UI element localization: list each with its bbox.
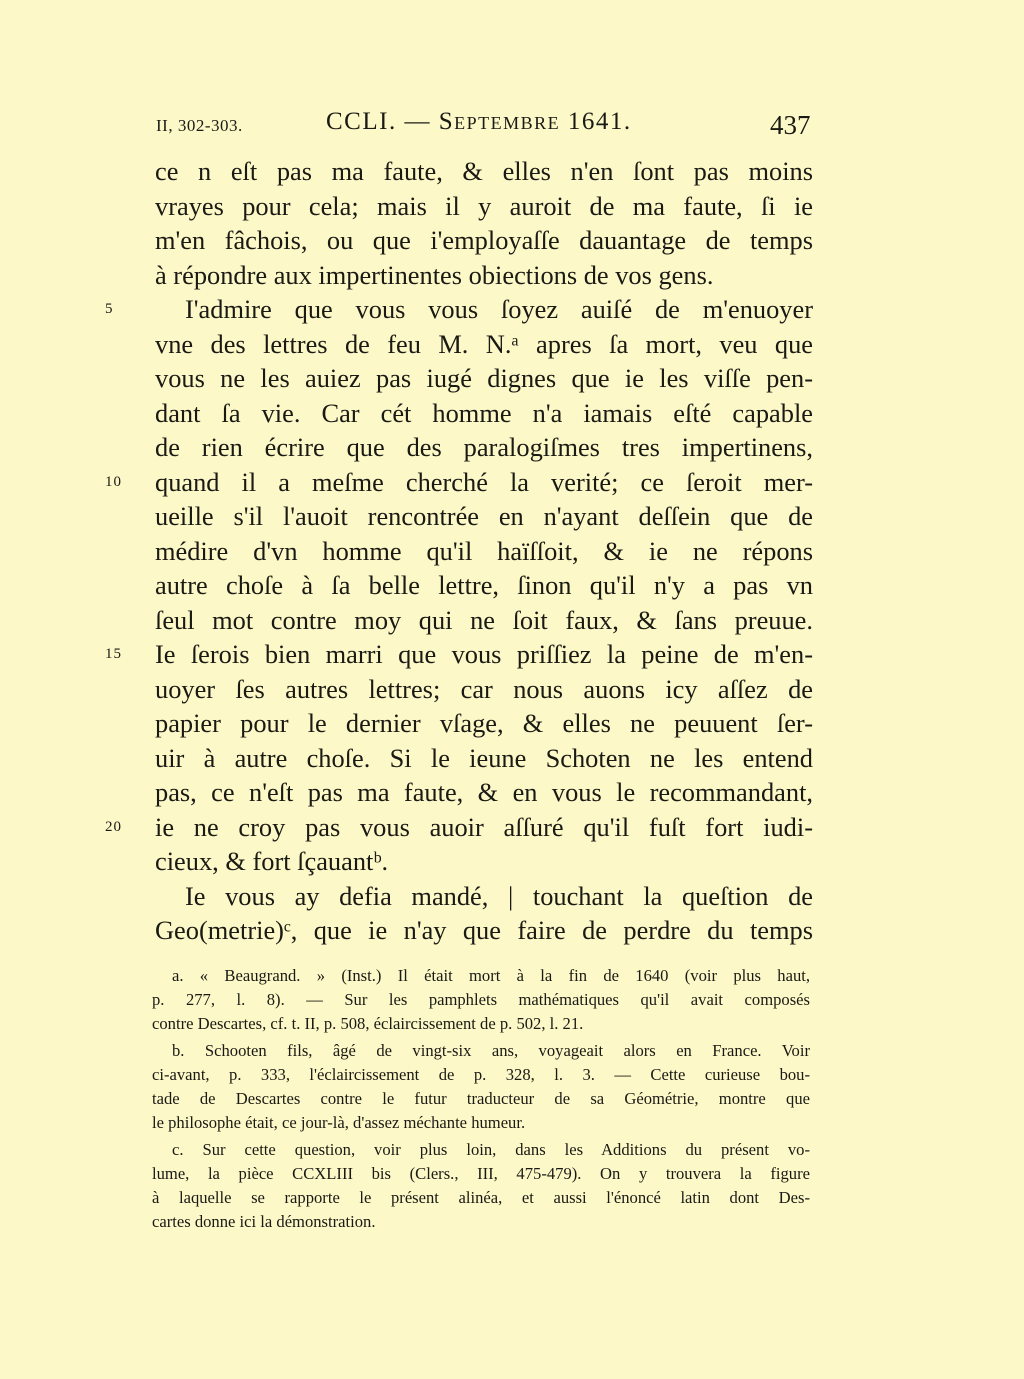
line-text: papier pour le dernier vſage, & elles ne peuuent ſer- [155,708,813,738]
line-text: ce n eſt pas ma faute, & elles n'en ſont pas moins [155,156,813,186]
text-line [155,775,813,810]
line-text: médire d'vn homme qu'il haïſſoit, & ie ne répons [155,535,813,566]
text-line [155,879,813,914]
text-line [105,465,813,500]
line-text: pas, ce n'eſt pas ma faute, & en vous le recommandant, [155,777,813,807]
line-text: dant ſa vie. Car cét homme n'a iamais eſté capable [155,397,813,428]
line-text: ſeul mot contre moy qui ne ſoit faux, & ſans preuue. [155,604,813,635]
footnote-line: le philosophe était, ce jour-là, d'assez méchante humeur. [152,1113,526,1132]
text-line [155,706,813,741]
footnote-line: b. Schooten fils, âgé de vingt-six ans, voyageait alors en France. Voir [172,1041,810,1060]
line-text: uir à autre choſe. Si le ieune Schoten ne les entend [155,742,813,773]
footnote-line: cartes donne ici la démonstration. [152,1212,376,1231]
text-line [155,189,813,224]
line-text: vrayes pour cela; mais il y auroit de ma faute, ſi ie [155,190,813,221]
text-line [155,396,813,431]
text-line [155,672,813,707]
line-text: de rien écrire que des paralogiſmes tres impertinens, [155,432,813,462]
line-number: 20 [105,818,122,835]
header-volume-reference: II, 302-303. [156,116,243,135]
text-line [155,534,813,569]
line-number: 15 [105,646,122,662]
footnote-line: a. « Beaugrand. » (Inst.) Il était mort à la fin de 1640 (voir plus haut, [172,966,810,985]
line-text: m'en fâchois, ou que i'employaſſe dauantage de temps [155,225,813,255]
text-line [105,292,813,327]
footnote-a [152,964,810,1036]
text-line [155,430,813,465]
footnote-b [152,1039,810,1135]
footnote-line: p. 277, l. 8). — Sur les pamphlets mathématiques qu'il avait composés [152,990,810,1009]
line-text: cieux, & fort ſçauantᵇ. [155,846,389,876]
line-text: à répondre aux impertinentes obiections de vos gens. [155,259,714,290]
text-line [155,913,813,948]
line-text: vous ne les auiez pas iugé dignes que ie les viſſe pen- [155,363,813,393]
text-line [155,568,813,603]
text-line [105,810,813,845]
running-header [0,108,1024,148]
line-text: uoyer ſes autres lettres; car nous auons icy aſſez de [155,673,813,704]
line-text: Ie ſerois bien marri que vous priſſiez la peine de m'en- [155,639,813,669]
footnote-line: c. Sur cette question, voir plus loin, dans les Additions du présent vo- [172,1140,810,1159]
footnote-line: à laquelle se rapporte le présent alinéa, et aussi l'énoncé latin dont Des- [152,1188,810,1207]
line-text: ie ne croy pas vous auoir aſſuré qu'il fuſt fort iudi- [155,811,813,842]
line-number: 5 [105,301,114,317]
footnote-c [152,1138,810,1234]
text-line [155,327,813,362]
text-line [155,741,813,776]
line-text: Ie vous ay defia mandé, | touchant la queſtion de [185,880,813,911]
footnote-line: tade de Descartes contre le futur traducteur de sa Géométrie, montre que [152,1089,810,1108]
footnote-line: lume, la pièce CCXLIII bis (Clers., III, 475-479). On y trouvera la figure [152,1164,810,1183]
text-line [155,844,813,879]
line-text: quand il a meſme cherché la verité; ce ſeroit mer- [155,466,813,497]
text-line [155,603,813,638]
text-line [155,223,813,258]
page-number: 437 [770,110,811,140]
footnote-line: ci-avant, p. 333, l'éclaircissement de p. 328, l. 3. — Cette curieuse bou- [152,1065,810,1084]
line-text: autre choſe à ſa belle lettre, ſinon qu'il n'y a pas vn [155,570,813,600]
line-text: vne des lettres de feu M. N.ᵃ apres ſa mort, veu que [155,328,813,359]
header-title: CCLI. — Septembre 1641. [326,108,632,135]
text-line [155,499,813,534]
text-line [155,361,813,396]
text-line [155,258,813,293]
line-text: ueille s'il l'auoit rencontrée en n'ayant deſſein que de [155,501,813,531]
letter-body-text [105,154,813,948]
text-line [155,154,813,189]
line-text: Geo(metrie)ᶜ, que ie n'ay que faire de perdre du temps [155,915,813,945]
line-number: 10 [105,473,122,490]
line-text: I'admire que vous vous ſoyez auiſé de m'enuoyer [185,294,813,324]
footnotes [152,964,810,1234]
text-line [105,637,813,672]
footnote-line: contre Descartes, cf. t. II, p. 508, éclaircissement de p. 502, l. 21. [152,1014,584,1033]
